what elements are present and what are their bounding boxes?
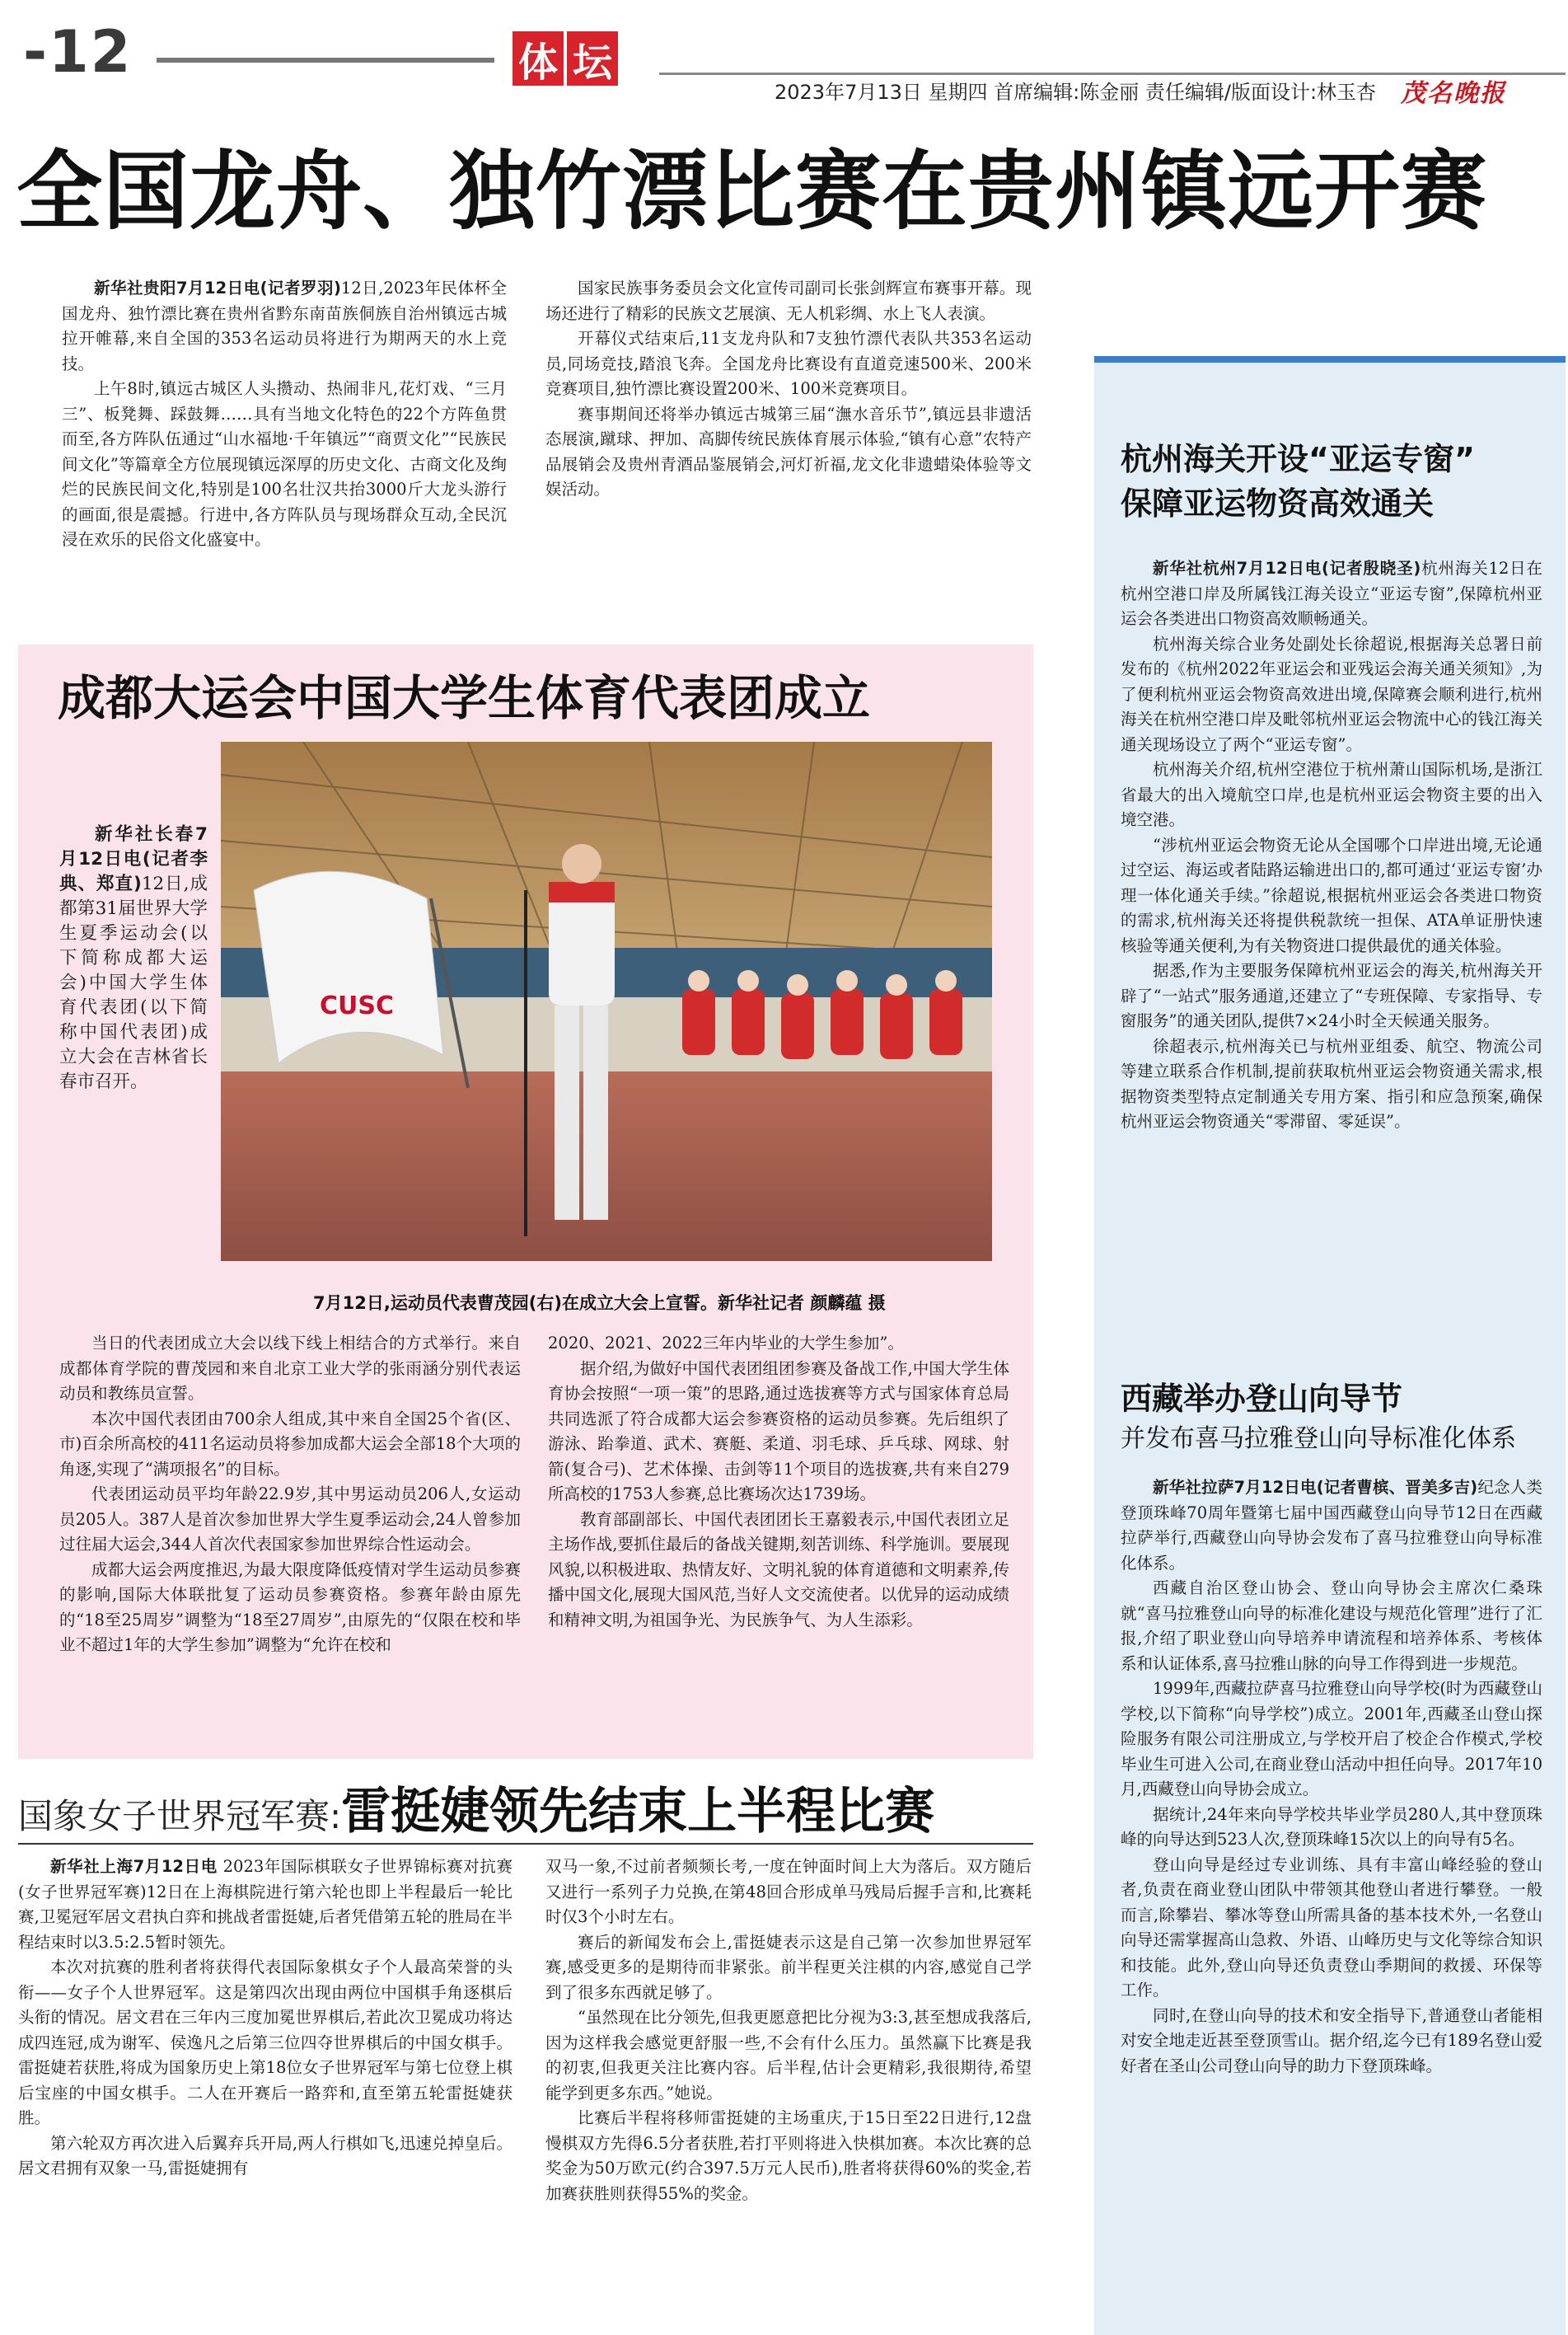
paragraph: 1999年,西藏拉萨喜马拉雅登山向导学校(时为西藏登山学校,以下简称“向导学校”)成立。2001年,西藏圣山登山探险服务有限公司注册成立,与学校开启了校企合作模式,学校毕业生可进入公司,在商业登山活动中担任向导。2017年10月,西藏登山向导协会成立。 [1121, 1679, 1542, 1798]
paragraph [59, 823, 208, 1095]
chess-col1 [18, 1854, 513, 2182]
paragraph: 同时,在登山向导的技术和安全指导下,普通登山者能相对安全地走近甚至登顶雪山。据介绍,迄今已有189名登山爱好者在圣山公司登山向导的助力下登顶珠峰。 [1121, 2005, 1542, 2075]
paragraph: 当日的代表团成立大会以线下线上相结合的方式举行。来自成都体育学院的曹茂园和来自北京工业大学的张雨涵分别代表运动员和教练员宣誓。 [59, 1334, 521, 1403]
feature-col2 [548, 1331, 1009, 1633]
paragraph-text: 12日,成都第31届世界大学生夏季运动会(以下简称成都大运会)中国大学生体育代表团(以下简称中国代表团)成立大会在吉林省长春市召开。 [59, 874, 208, 1092]
paragraph: 开幕仪式结束后,11支龙舟队和7支独竹漂代表队共353名运动员,同场竞技,踏浪飞奔。全国龙舟比赛设有直道竞速500米、200米竞赛项目,独竹漂比赛设置200米、100米竞赛项目。 [545, 329, 1032, 398]
chess-col2 [545, 1854, 1032, 2206]
story-title: 西藏举办登山向导节 [1121, 1381, 1403, 1417]
story-subtitle: 并发布喜马拉雅登山向导标准化体系 [1121, 1424, 1516, 1453]
chess-rule [18, 1843, 1033, 1845]
paragraph: 据介绍,为做好中国代表团组团参赛及备战工作,中国大学生体育协会按照“一项一策”的思路,通过选拔赛等方式与国家体育总局共同选派了符合成都大运会参赛资格的运动员参赛。先后组织了游泳、跆拳道、武术、赛艇、柔道、羽毛球、乒乓球、网球、射箭(复合弓)、艺术体操、击剑等11个项目的选拔赛,共有来自279所高校的1753人参赛,总比赛场次达1739场。 [548, 1358, 1009, 1503]
chess-headline-prefix: 国象女子世界冠军赛: [18, 1796, 342, 1836]
issue-info: 2023年7月13日 星期四 首席编辑:陈金丽 责任编辑/版面设计:林玉杏 [775, 81, 1377, 104]
gymnasium-scene [221, 742, 992, 1261]
paragraph: 赛事期间还将举办镇远古城第三届“潕水音乐节”,镇远县非遗活态展演,蹴球、押加、高脚传统民族体育展示体验,“镇有心意”农特产品展销会及贵州青酒品鉴展销会,河灯祈福,龙文化非遗蜡染体验等文娱活动。 [545, 404, 1032, 499]
chess-headline-main: 雷挺婕领先结束上半程比赛 [341, 1783, 935, 1840]
section-char-2: 坛 [567, 31, 618, 86]
dateline: 新华社上海7月12日电 [50, 1857, 218, 1876]
feature-col1 [59, 1331, 521, 1658]
story-title: 杭州海关开设“亚运专窗” [1121, 441, 1475, 477]
dateline: 新华社贵阳7月12日电(记者罗羽) [94, 279, 341, 298]
paragraph: 比赛后半程将移师雷挺婕的主场重庆,于15日至22日进行,12盘慢棋双方先得6.5分者获胜,若打平则将进入快棋加赛。本次比赛的总奖金为50万欧元(约合397.5万元人民币),胜者将获得60%的奖金,若加赛获胜则获得55%的奖金。 [545, 2108, 1032, 2203]
section-char-1: 体 [513, 31, 564, 86]
paragraph: 本次对抗赛的胜利者将获得代表国际象棋女子个人最高荣誉的头衔——女子个人世界冠军。这是第四次出现由两位中国棋手角逐棋后头衔的情况。居文君在三年内三度加冕世界棋后,若此次卫冕成功将达成四连冠,成为谢军、侯逸凡之后第三位四夺世界棋后的中国女棋手。雷挺婕若获胜,将成为国象历史上第18位女子世界冠军与第七位登上棋后宝座的中国女棋手。二人在开赛后一路弈和,直至第五轮雷挺婕获胜。 [18, 1958, 513, 2127]
paragraph: 赛后的新闻发布会上,雷挺婕表示这是自己第一次参加世界冠军赛,感受更多的是期待而非紧张。前半程更关注棋的内容,感觉自己学到了很多东西就足够了。 [545, 1932, 1032, 2002]
chess-headline [18, 1772, 934, 1843]
paragraph: 据悉,作为主要服务保障杭州亚运会的海关,杭州海关开辟了“一站式”服务通道,还建立了“专班保障、专家指导、专窗服务”的通关团队,提供7×24小时全天候通关服务。 [1121, 961, 1542, 1030]
dateline: 新华社杭州7月12日电(记者殷晓圣) [1153, 559, 1421, 578]
lead-article-col2 [545, 276, 1032, 503]
paragraph: 登山向导是经过专业训练、具有丰富山峰经验的登山者,负责在商业登山团队中带领其他登山者进行攀登。一般而言,除攀岩、攀冰等登山所需具备的基本技术外,一名登山向导还需掌握高山急救、外语、山峰历史与文化等综合知识和技能。此外,登山向导还负责登山季期间的救援、环保等工作。 [1121, 1854, 1542, 2000]
sidebar-story2-heading [1121, 1376, 1557, 1457]
main-headline: 全国龙舟、独竹漂比赛在贵州镇远开赛 [16, 141, 1488, 241]
paragraph: “涉杭州亚运会物资无论从全国哪个口岸进出境,无论通过空运、海运或者陆路运输进出口的,都可通过‘亚运专窗’办理一体化通关手续。”徐超说,根据杭州亚运会各类进口物资的需求,杭州海关还将提供税款统一担保、ATA单证册快速核验等通关便利,为有关物资进口提供最优的通关体验。 [1121, 835, 1542, 955]
paragraph: 成都大运会两度推迟,为最大限度降低疫情对学生运动员参赛的影响,国际大体联批复了运动员参赛资格。参赛年龄由原先的“18至25周岁”调整为“18至27周岁”,由原先的“仅限在校和毕业不超过1年的大学生参加”调整为“允许在校和 [59, 1559, 521, 1654]
paragraph [1121, 1475, 1542, 1576]
sidebar-story1-heading [1121, 437, 1549, 526]
paragraph: 据统计,24年来向导学校共毕业学员280人,其中登顶珠峰的向导达到523人次,登顶珠峰15次以上的向导有5名。 [1121, 1804, 1542, 1849]
dateline: 新华社长春7月12日电(记者李典、郑直) [59, 824, 208, 894]
feature-intro [59, 823, 208, 1095]
news-photo [221, 742, 992, 1261]
paragraph: 杭州海关介绍,杭州空港位于杭州萧山国际机场,是浙江省最大的出入境航空口岸,也是杭州亚运会物资主要的出入境空港。 [1121, 760, 1542, 829]
paragraph: 国家民族事务委员会文化宣传司副司长张剑辉宣布赛事开幕。现场还进行了精彩的民族文艺展演、无人机彩绸、水上飞人表演。 [545, 279, 1032, 323]
paragraph: 上午8时,镇远古城区人头攒动、热闹非凡,花灯戏、“三月三”、板凳舞、踩鼓舞……具有当地文化特色的22个方阵鱼贯而至,各方阵队伍通过“山水福地·千年镇远”“商贾文化”“民族民间文化”等篇章全方位展现镇远深厚的历史文化、古商文化及绚烂的民族民间文化,特别是100名壮汉共抬3000斤大龙头游行的画面,很是震撼。行进中,各方阵队员与现场群众互动,全民沉浸在欢乐的民俗文化盛宴中。 [62, 379, 507, 549]
paragraph [62, 276, 507, 377]
header-rule [157, 58, 494, 63]
paragraph: 本次中国代表团由700余人组成,其中来自全国25个省(区、市)百余所高校的411名运动员将参加成都大运会全部18个大项的角逐,实现了“满项报名”的目标。 [59, 1409, 521, 1479]
paragraph: 西藏自治区登山协会、登山向导协会主席次仁桑珠就“喜马拉雅登山向导的标准化建设与规范化管理”进行了汇报,介绍了职业登山向导培养申请流程和培养体系、考核体系和认证体系,喜马拉雅山脉的向导工作得到进一步规范。 [1121, 1578, 1542, 1673]
lead-article-col1 [62, 276, 507, 553]
paragraph [1121, 556, 1542, 632]
dateline: 新华社拉萨7月12日电(记者曹槟、晋美多吉) [1153, 1478, 1478, 1497]
sidebar-story1-body [1121, 556, 1542, 1135]
paragraph: 教育部副部长、中国代表团团长王嘉毅表示,中国代表团立足主场作战,要抓住最后的备战关键期,刻苦训练、科学施训。要展现风貌,以积极进取、热情友好、文明礼貌的体育道德和文明素养,传播中国文化,展现大国风范,当好人文交流使者。以优异的运动成绩和精神文明,为祖国争光、为民族争气、为人生添彩。 [548, 1509, 1009, 1629]
paragraph: 杭州海关综合业务处副处长徐超说,根据海关总署日前发布的《杭州2022年亚运会和亚残运会海关通关须知》,为了便利杭州亚运会物资高效进出境,保障赛会顺利进行,杭州海关在杭州空港口岸及毗邻杭州亚运会物流中心的钱江海关通关现场设立了两个“亚运专窗”。 [1121, 634, 1542, 754]
paragraph: 徐超表示,杭州海关已与杭州亚组委、航空、物流公司等建立联系合作机制,提前获取杭州亚运会物资通关需求,根据物资类型特点定制通关专用方案、指引和应急预案,确保杭州亚运会物资通关“零滞留、零延误”。 [1121, 1036, 1542, 1131]
paragraph-text: 纪念人类登顶珠峰70周年暨第七届中国西藏登山向导节12日在西藏拉萨举行,西藏登山向导协会发布了喜马拉雅登山向导标准化体系。 [1121, 1478, 1542, 1573]
page-number: -12 [23, 18, 133, 86]
paragraph: 双马一象,不过前者频频长考,一度在钟面时间上大为落后。双方随后又进行一系列子力兑换,在第48回合形成单马残局后握手言和,比赛耗时仅3个小时左右。 [545, 1857, 1032, 1926]
paragraph: “虽然现在比分领先,但我更愿意把比分视为3:3,甚至想成我落后,因为这样我会感觉更舒服一些,不会有什么压力。虽然赢下比赛是我的初衷,但我更关注比赛内容。后半程,估计会更精彩,我很期待,希望能学到更多东西。”她说。 [545, 2008, 1032, 2103]
paragraph: 2020、2021、2022三年内毕业的大学生参加”。 [548, 1334, 904, 1353]
flag-text: CUSC [320, 992, 394, 1020]
paragraph-text: 杭州海关12日在杭州空港口岸及所属钱江海关设立“亚运专窗”,保障杭州亚运会各类进出口物资高效顺畅通关。 [1121, 559, 1542, 628]
paragraph: 第六轮双方再次进入后翼弃兵开局,两人行棋如飞,迅速兑掉皇后。居文君拥有双象一马,雷挺婕拥有 [18, 2133, 513, 2178]
paragraph: 代表团运动员平均年龄22.9岁,其中男运动员206人,女运动员205人。387人是首次参加世界大学生夏季运动会,24人曾参加过往届大运会,344人首次代表国家参加世界综合性运动会。 [59, 1484, 521, 1554]
feature-title: 成都大运会中国大学生体育代表团成立 [58, 670, 871, 726]
paragraph [18, 1854, 513, 1955]
paragraph-text: 12日,2023年民体杯全国龙舟、独竹漂比赛在贵州省黔东南苗族侗族自治州镇远古城拉开帷幕,来自全国的353名运动员将进行为期两天的水上竞技。 [62, 279, 508, 373]
section-label [513, 31, 621, 86]
sidebar-story2-body [1121, 1475, 1542, 2079]
newspaper-logo: 茂名晚报 [1401, 79, 1506, 108]
photo-caption: 7月12日,运动员代表曹茂园(右)在成立大会上宣誓。新华社记者 颜麟蕴 摄 [313, 1293, 886, 1313]
story-title: 保障亚运物资高效通关 [1121, 485, 1435, 522]
paragraph-text: 2023年国际棋联女子世界锦标赛对抗赛(女子世界冠军赛)12日在上海棋院进行第六轮也即上半程最后一轮比赛,卫冕冠军居文君执白弈和挑战者雷挺婕,后者凭借第五轮的胜局在半程结束时以3.5:2.5暂时领先。 [18, 1857, 513, 1952]
